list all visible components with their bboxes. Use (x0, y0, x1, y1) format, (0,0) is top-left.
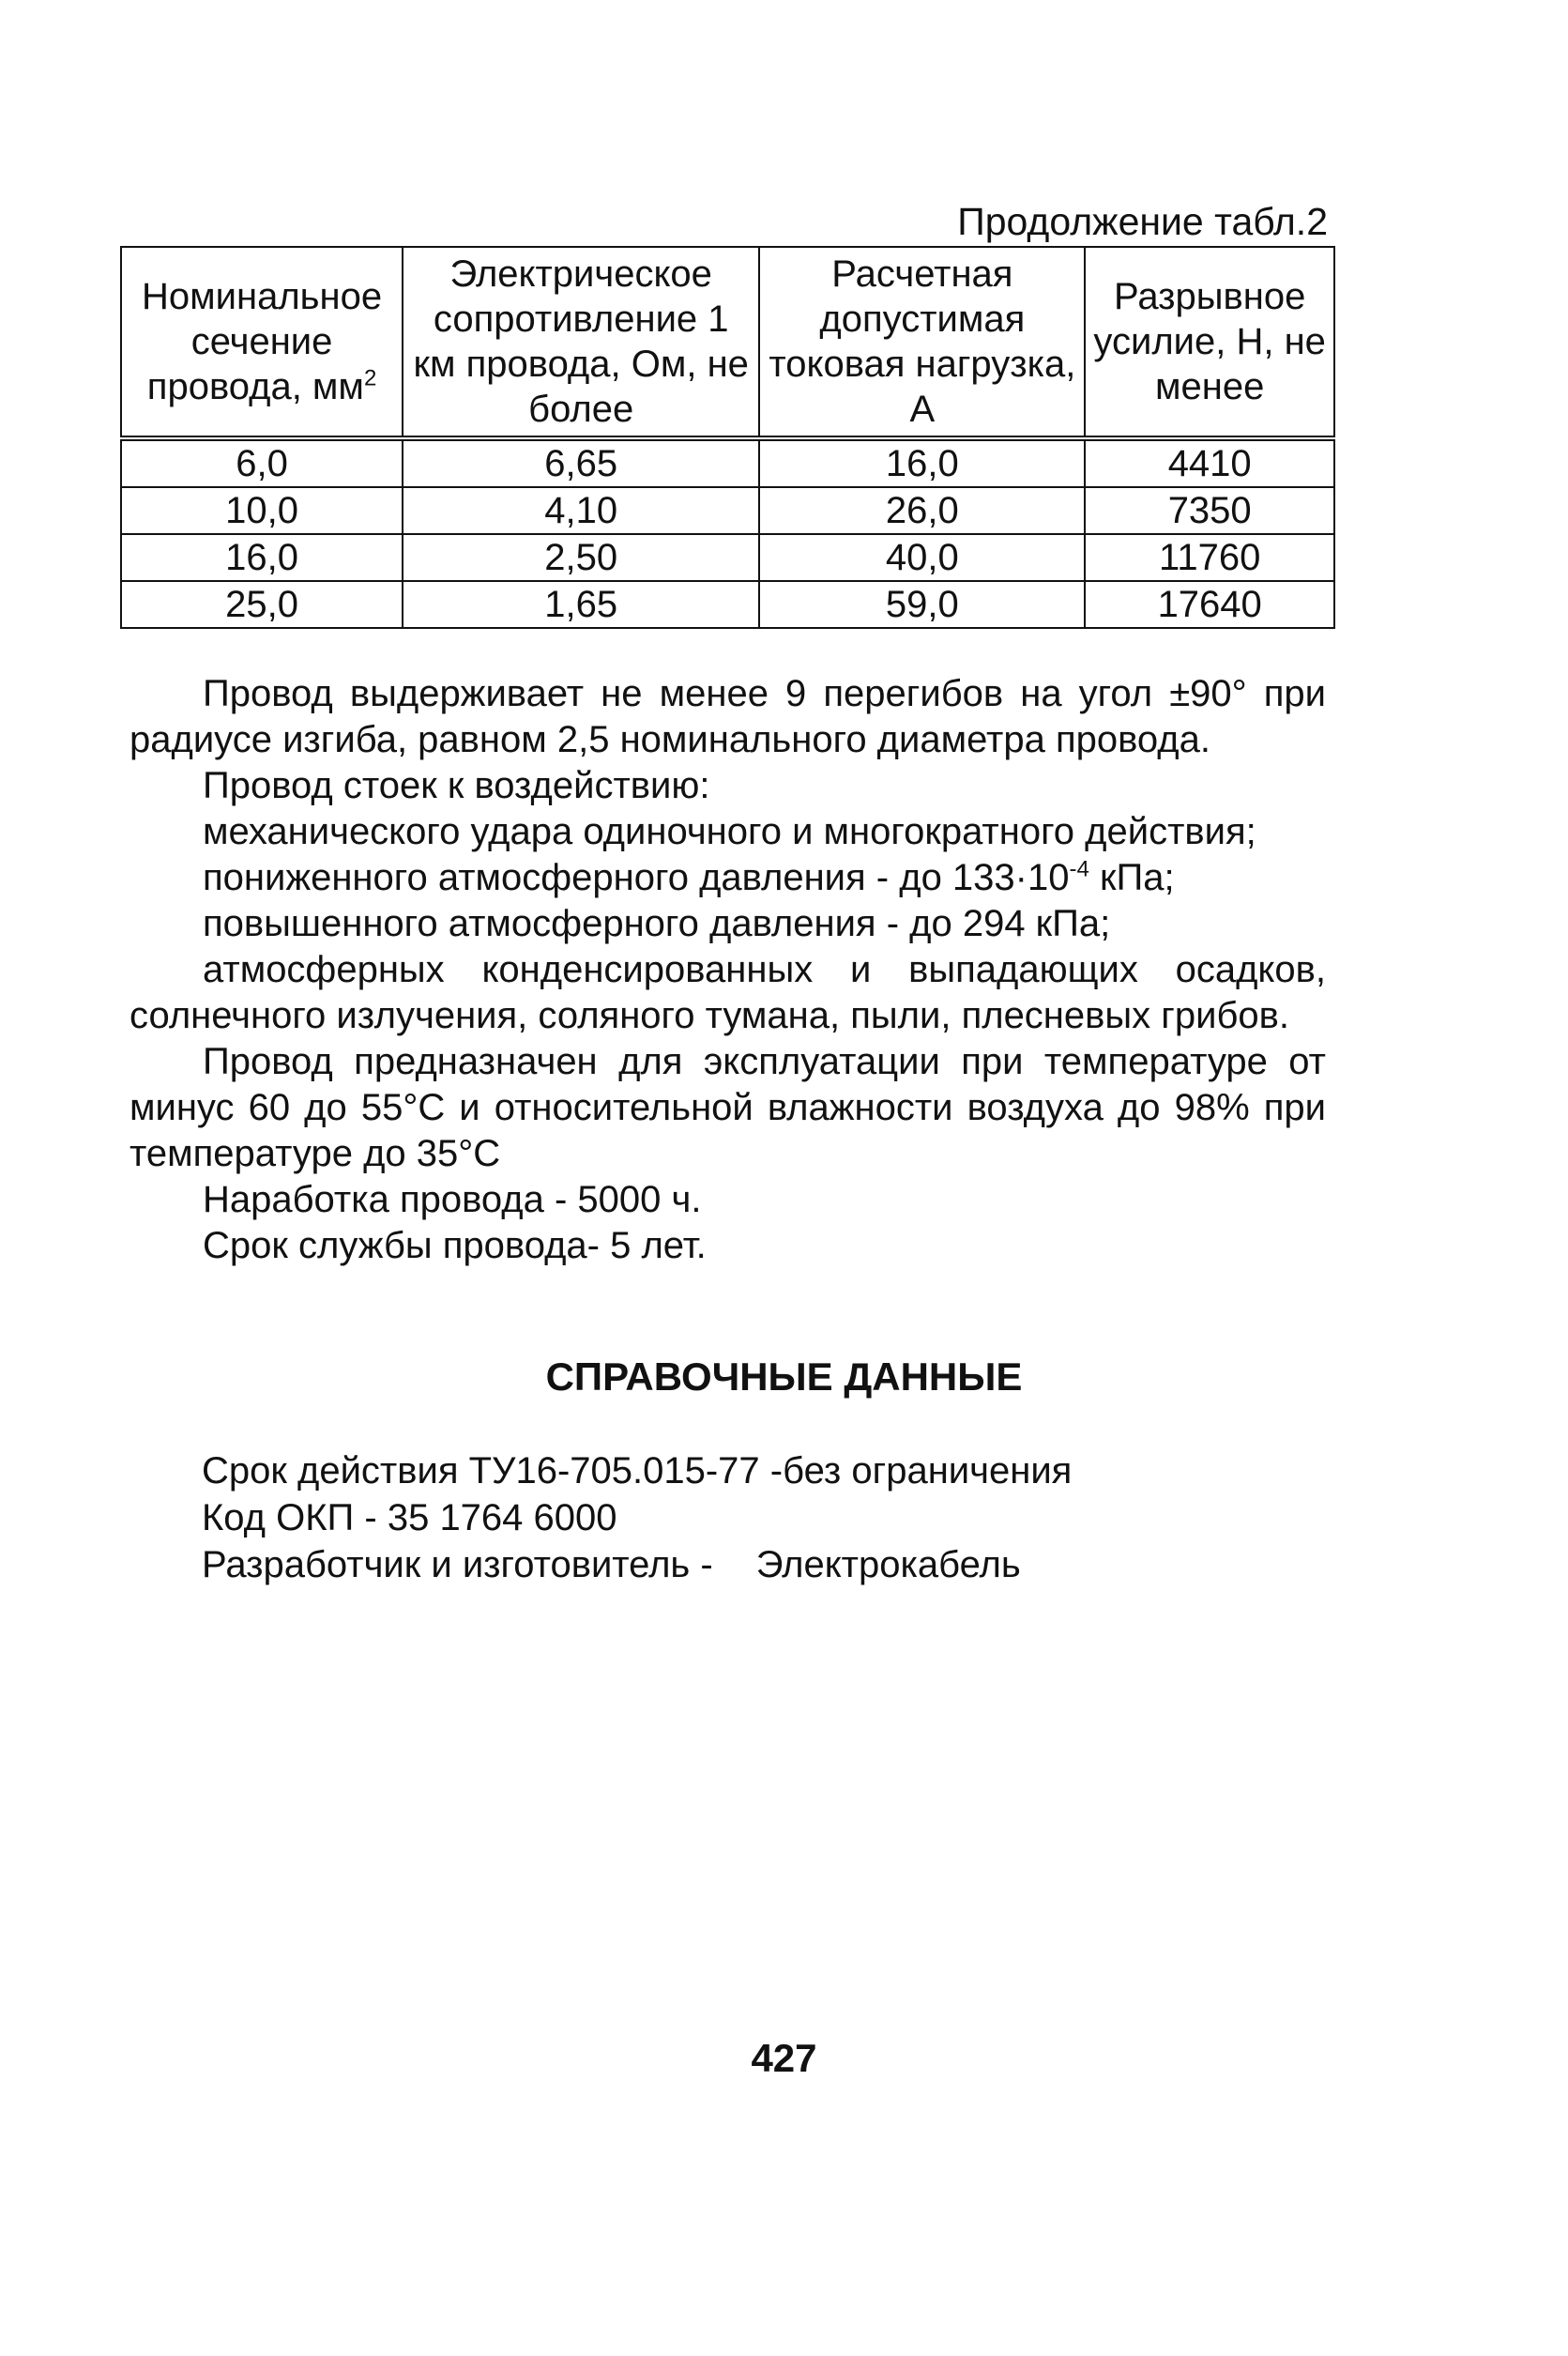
specs-table (120, 246, 1335, 629)
table-cell: 1,65 (403, 581, 759, 628)
table-row (121, 534, 1334, 581)
paragraph-bend-test: Провод выдерживает не менее 9 перегибов на угол ±90° при радиусе изгиба, равном 2,5 номинального диаметра провода. (129, 673, 1326, 760)
reference-validity: Срок действия ТУ16-705.015-77 -без ограничения (202, 1450, 1073, 1492)
table-cell: 40,0 (759, 534, 1085, 581)
table-cell: 2,50 (403, 534, 759, 581)
table-cell: 11760 (1085, 534, 1334, 581)
column-header-resistance: Электрическое сопротивление 1 км провода, Ом, не более (403, 247, 759, 438)
paragraph-operating-conditions: Провод предназначен для эксплуатации при температуре от минус 60 до 55°С и относительной влажности воздуха до 98% при температуре до 35°С (129, 1041, 1326, 1174)
reference-okp-code: Код ОКП - 35 1764 6000 (202, 1497, 617, 1538)
table-cell: 59,0 (759, 581, 1085, 628)
column-header-current-load: Расчетная допустимая токовая нагрузка, А (759, 247, 1085, 438)
table-cell: 16,0 (121, 534, 403, 581)
manufacturer-label: Разработчик и изготовитель - (202, 1544, 713, 1585)
body-text (129, 671, 1326, 1269)
paragraph-service-life: Срок службы провода- 5 лет. (203, 1225, 707, 1266)
table-cell: 26,0 (759, 487, 1085, 534)
table-cell: 6,65 (403, 438, 759, 487)
column-header-cross-section-label: Номинальное сечение провода, мм (142, 276, 383, 407)
list-item-low-pressure (129, 855, 1326, 901)
page-number: 427 (751, 2036, 817, 2080)
exponent-superscript: -4 (1069, 856, 1089, 882)
table-cell: 4,10 (403, 487, 759, 534)
paragraph-operating-time: Наработка провода - 5000 ч. (203, 1179, 702, 1220)
table-row (121, 487, 1334, 534)
reference-data (202, 1447, 1328, 1588)
table-caption: Продолжение табл.2 (957, 200, 1328, 243)
table-row (121, 581, 1334, 628)
column-header-cross-section (121, 247, 403, 438)
list-item-high-pressure: повышенного атмосферного давления - до 294 кПа; (203, 903, 1111, 944)
table-cell: 7350 (1085, 487, 1334, 534)
table-cell: 10,0 (121, 487, 403, 534)
section-heading: СПРАВОЧНЫЕ ДАННЫЕ (545, 1354, 1023, 1399)
table-cell: 4410 (1085, 438, 1334, 487)
list-item-mechanical-impact: механического удара одиночного и многократного действия; (203, 811, 1256, 852)
table-cell: 17640 (1085, 581, 1334, 628)
paragraph-resistance-intro: Провод стоек к воздействию: (203, 765, 710, 806)
list-item-atmospheric: атмосферных конденсированных и выпадающих осадков, солнечного излучения, соляного тумана, пыли, плесневых грибов. (129, 949, 1326, 1036)
low-pressure-text: пониженного атмосферного давления - до 133·10 (203, 857, 1070, 898)
table-cell: 25,0 (121, 581, 403, 628)
column-header-breaking-force: Разрывное усилие, Н, не менее (1085, 247, 1334, 438)
table-row (121, 438, 1334, 487)
table-header-row (121, 247, 1334, 438)
reference-manufacturer (202, 1541, 1328, 1588)
low-pressure-unit: кПа; (1088, 857, 1175, 898)
manufacturer-name: Электрокабель (755, 1544, 1021, 1585)
table-cell: 6,0 (121, 438, 403, 487)
column-header-superscript: 2 (363, 365, 377, 391)
table-cell: 16,0 (759, 438, 1085, 487)
